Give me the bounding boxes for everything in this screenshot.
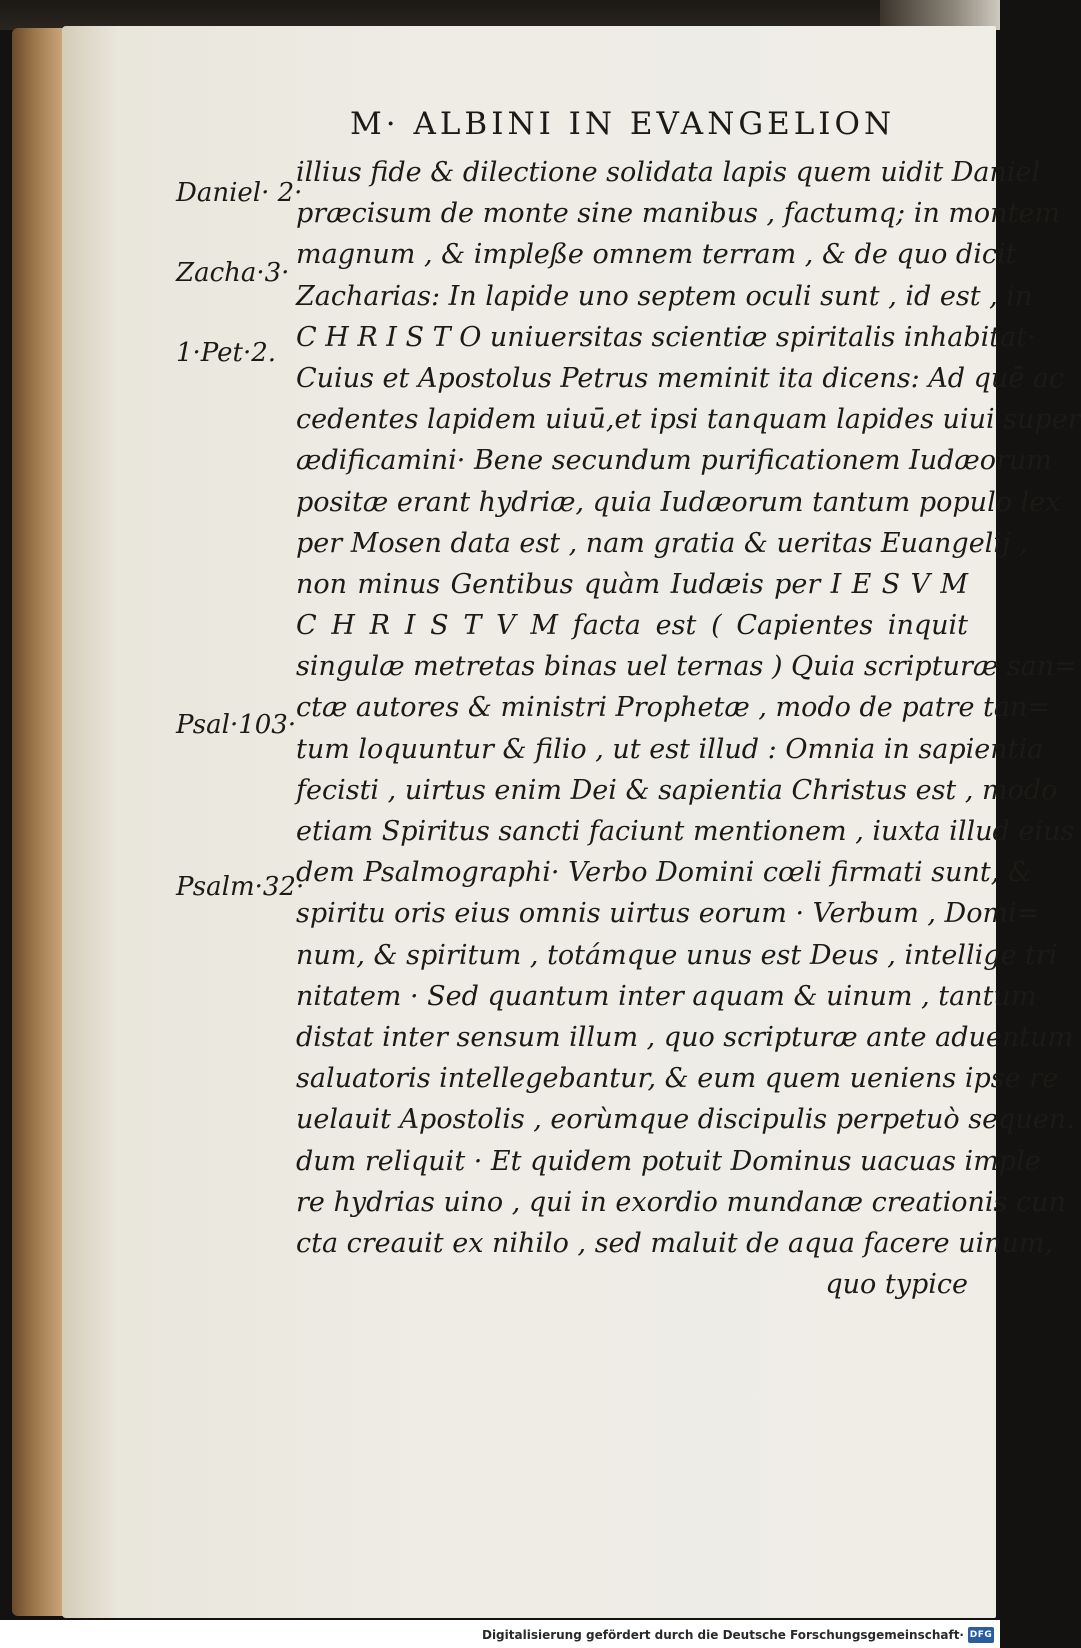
text-line: tum loquuntur & filio , ut est illud : Omnia in sapientia (296, 733, 1044, 765)
text-line: nitatem · Sed quantum inter aquam & uinum , tantum (296, 980, 1037, 1012)
text-line: saluatoris intellegebantur, & eum quem ueniens ipse re (296, 1063, 1059, 1095)
text-line: cta creauit ex nihilo , sed maluit de aqua facere uinum, (296, 1227, 1054, 1259)
text-line: ctæ autores & ministri Prophetæ , modo de patre tan= (296, 692, 1050, 724)
digitization-footer (0, 1620, 1000, 1648)
text-line: fecisti , uirtus enim Dei & sapientia Christus est , modo (296, 774, 1058, 806)
body-text (296, 152, 1081, 1305)
margin-note-peter: 1·Pet·2. (176, 338, 277, 368)
text-line: illius fide & dilectione solidata lapis quem uidit Daniel (296, 157, 1041, 188)
text-line: dem Psalmographi· Verbo Domini cœli firmati sunt, & (296, 857, 1032, 889)
text-line: dum reliquit · Et quidem potuit Dominus uacuas imple (296, 1145, 1041, 1177)
text-line: ædificamini· Bene secundum purificationem Iudæorum (296, 445, 1052, 477)
text-line: Cuius et Apostolus Petrus meminit ita dicens: Ad quē ac (296, 362, 1065, 394)
text-line: num, & spiritum , totámque unus est Deus , intellige tri (296, 939, 1058, 971)
text-line: C H R I S T O uniuersitas scientiæ spiritalis inhabitat· (296, 321, 1036, 353)
text-line: uelauit Apostolis , eorùmque discipulis perpetuò sequen. (296, 1104, 1075, 1136)
funding-notice: Digitalisierung gefördert durch die Deutsche Forschungsgemeinschaft· (481, 1628, 964, 1642)
text-line: non minus Gentibus quàm Iudæis per I E S V M (296, 568, 968, 600)
margin-note-psalm-103: Psal·103· (176, 710, 297, 740)
margin-note-zacharias: Zacha·3· (176, 258, 290, 288)
text-line: Zacharias: In lapide uno septem oculi sunt , id est , in (296, 280, 1033, 312)
text-line: singulæ metretas binas uel ternas ) Quia scripturæ san= (296, 651, 1077, 683)
text-line: distat inter sensum illum , quo scripturæ ante aduentum (296, 1021, 1074, 1053)
margin-note-psalm-32: Psalm·32· (176, 872, 305, 902)
running-head: M· ALBINI IN EVANGELION (350, 106, 896, 142)
catchword: quo typice (825, 1269, 968, 1301)
text-line: spiritu oris eius omnis uirtus eorum · Verbum , Domi= (296, 898, 1040, 930)
text-line: C H R I S T V M facta est ( Capientes inquit (296, 610, 968, 642)
dfg-logo[interactable]: DFG (968, 1627, 994, 1643)
text-line: re hydrias uino , qui in exordio mundanæ creationis cun (296, 1186, 1066, 1218)
text-line: magnum , & impleße omnem terram , & de quo dicit (296, 239, 1017, 271)
text-line: positæ erant hydriæ, quia Iudæorum tantum populo lex (296, 486, 1061, 518)
text-line: per Mosen data est , nam gratia & ueritas Euangelij , (296, 527, 1028, 559)
margin-note-daniel: Daniel· 2· (176, 178, 303, 208)
text-line: præcisum de monte sine manibus , factumq; in montem (296, 198, 1061, 230)
text-line: etiam Spiritus sancti faciunt mentionem , iuxta illud eius (296, 816, 1075, 847)
text-line: cedentes lapidem uiuū,et ipsi tanquam lapides uiui super (296, 404, 1081, 436)
